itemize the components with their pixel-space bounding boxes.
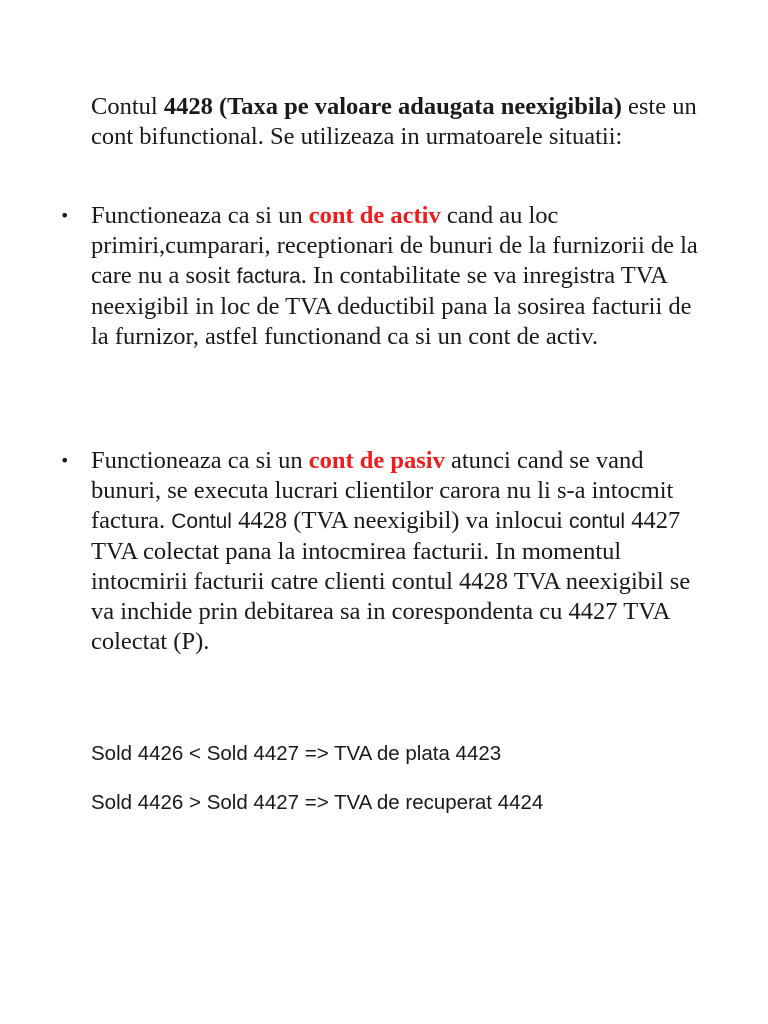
intro-prefix: Contul (91, 93, 164, 120)
bullet-part: 4428 (TVA neexigibil) va inlocui (231, 507, 570, 534)
bullet-part: . In contabilitate se va inregistra TVA neexigibil in loc de TVA deductibil pana la sosirea facturii de la furnizor, astfel functionand ca si un cont de activ. (91, 262, 692, 350)
bullet-text (91, 446, 700, 657)
word-contul: Contul (171, 510, 232, 533)
bullet-text (91, 201, 700, 352)
bullet-marker: • (60, 206, 70, 225)
bullet-item-activ (60, 201, 700, 352)
bullet-item-pasiv (60, 446, 700, 657)
account-number: 4428 (163, 93, 213, 120)
intro-rest: este un cont bifunctional. Se utilizeaza in urmatoarele situatii: (91, 93, 697, 150)
highlight-cont-de-activ: cont de activ (308, 202, 441, 229)
highlight-cont-de-pasiv: cont de pasiv (308, 447, 445, 474)
bullet-lead: Functioneaza ca si un (91, 447, 309, 474)
formula-tva-de-recuperat: Sold 4426 > Sold 4427 => TVA de recuperat 4424 (91, 791, 544, 814)
bullet-part: cand au loc primiri,cumparari, receptionari de bunuri de la furnizorii de la care nu a sosit (91, 202, 698, 289)
account-name: (Taxa pe valoare adaugata neexigibila) (218, 93, 622, 120)
word-contul-lower: contul (569, 510, 626, 533)
word-factura: factura (236, 265, 301, 288)
bullet-part: atunci cand se vand bunuri, se executa lucrari clientilor carora nu li s-a intocmit factura. (91, 447, 674, 534)
bullet-lead: Functioneaza ca si un (91, 202, 309, 229)
formula-tva-de-plata: Sold 4426 < Sold 4427 => TVA de plata 4423 (91, 742, 502, 765)
bullet-part: 4427 TVA colectat pana la intocmirea facturii. In momentul intocmirii facturii catre clienti contul 4428 TVA neexigibil se va inchide prin debitarea sa in corespondenta cu 4427 TVA colectat (P). (91, 507, 691, 655)
intro-paragraph (91, 92, 701, 152)
bullet-marker: • (60, 451, 70, 470)
